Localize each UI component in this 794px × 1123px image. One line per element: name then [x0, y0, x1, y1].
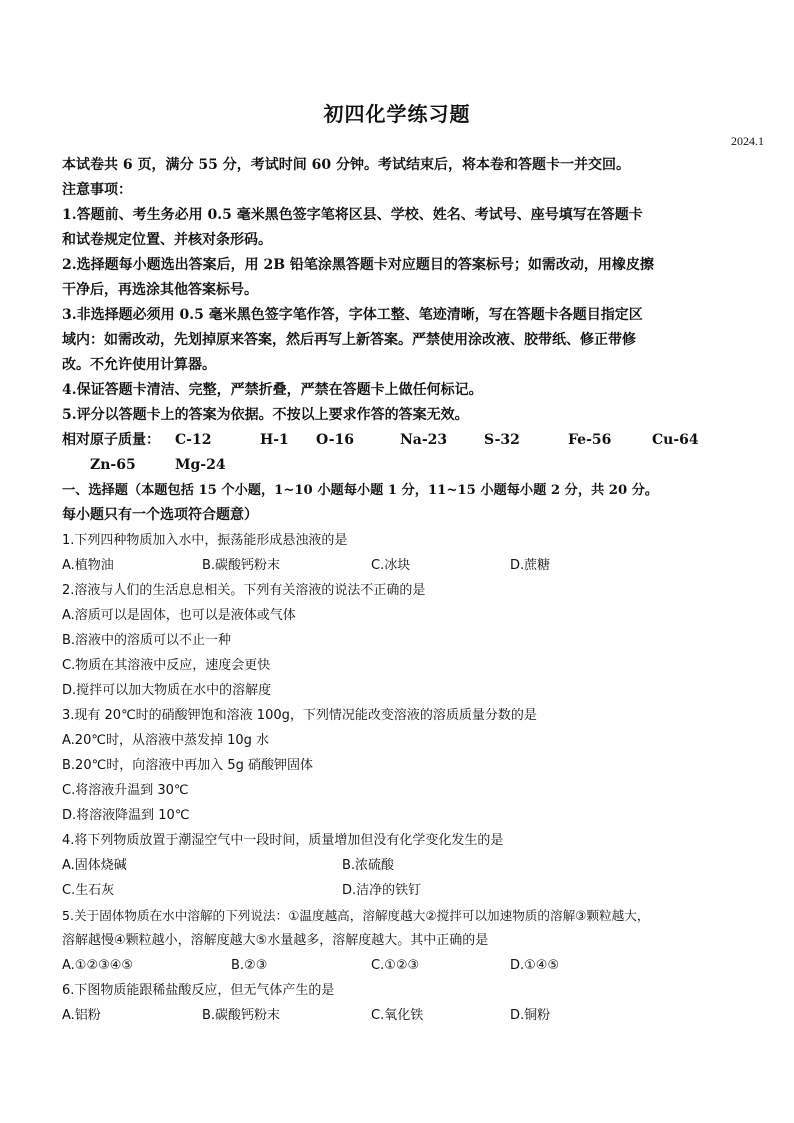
atomic-mass-item: Zn-65 — [90, 457, 136, 473]
atomic-mass-row — [62, 428, 732, 453]
note-line: 改。不允许使用计算器。 — [62, 357, 216, 373]
option: C.冰块 — [371, 558, 411, 573]
option: C.将溶液升温到 30℃ — [62, 783, 189, 798]
option: C.生石灰 — [62, 883, 115, 898]
question-stem: 3.现有 20℃时的硝酸钾饱和溶液 100g，下列情况能改变溶液的溶质质量分数的是 — [62, 708, 537, 723]
question-stem: 溶解越慢④颗粒越小，溶解度越大⑤水量越多，溶解度越大。其中正确的是 — [62, 933, 489, 948]
section-heading: 一、选择题（本题包括 15 个小题，1~10 小题每小题 1 分，11~15 小题每小题 2 分，共 20 分。 — [62, 483, 659, 498]
option: B.溶液中的溶质可以不止一种 — [62, 633, 232, 648]
atomic-mass-item: Cu-64 — [652, 432, 699, 448]
exam-content — [62, 153, 732, 1028]
options-row — [62, 953, 732, 978]
question-stem: 2.溶液与人们的生活息息相关。下列有关溶液的说法不正确的是 — [62, 583, 426, 598]
intro-text: 本试卷共 6 页，满分 55 分，考试时间 60 分钟。考试结束后，将本卷和答题卡一并交回。 — [62, 157, 630, 173]
option: D.①④⑤ — [510, 958, 560, 973]
option: C.氧化铁 — [371, 1008, 424, 1023]
note-line: 5.评分以答题卡上的答案为依据。不按以上要求作答的答案无效。 — [62, 407, 469, 423]
option: B.碳酸钙粉末 — [202, 558, 281, 573]
option: C.①②③ — [371, 958, 420, 973]
note-line: 1.答题前、考生务必用 0.5 毫米黑色签字笔将区县、学校、姓名、考试号、座号填写在答题卡 — [62, 207, 643, 223]
option: A.溶质可以是固体，也可以是液体或气体 — [62, 608, 296, 623]
options-row — [62, 553, 732, 578]
question-stem: 4.将下列物质放置于潮湿空气中一段时间，质量增加但没有化学变化发生的是 — [62, 833, 504, 848]
note-line: 4.保证答题卡清洁、完整，严禁折叠，严禁在答题卡上做任何标记。 — [62, 382, 483, 398]
option: D.铜粉 — [510, 1008, 551, 1023]
atomic-mass-item: Mg-24 — [175, 457, 226, 473]
atomic-mass-label: 相对原子质量： — [62, 432, 160, 448]
atomic-mass-item: C-12 — [175, 432, 212, 448]
atomic-mass-item: Na-23 — [400, 432, 448, 448]
note-line: 干净后，再选涂其他答案标号。 — [62, 282, 258, 298]
atomic-mass-row — [62, 453, 732, 478]
option: A.固体烧碱 — [62, 858, 127, 873]
section-heading: 每小题只有一个选项符合题意） — [62, 507, 258, 523]
options-row — [62, 878, 732, 903]
note-line: 域内：如需改动，先划掉原来答案，然后再写上新答案。严禁使用涂改液、胶带纸、修正带修 — [62, 332, 636, 348]
option: B.②③ — [231, 958, 268, 973]
note-line: 2.选择题每小题选出答案后，用 2B 铅笔涂黑答题卡对应题目的答案标号；如需改动，用橡皮擦 — [62, 257, 654, 273]
question-stem: 1.下列四种物质加入水中，振荡能形成悬浊液的是 — [62, 533, 348, 548]
question-stem: 6.下图物质能跟稀盐酸反应，但无气体产生的是 — [62, 983, 335, 998]
atomic-mass-item: O-16 — [316, 432, 355, 448]
option: D.将溶液降温到 10℃ — [62, 808, 190, 823]
atomic-mass-item: S-32 — [484, 432, 520, 448]
option: A.铝粉 — [62, 1008, 101, 1023]
question-stem: 5.关于固体物质在水中溶解的下列说法：①温度越高，溶解度越大②搅拌可以加速物质的溶解③颗粒越大， — [62, 908, 650, 923]
atomic-mass-item: Fe-56 — [568, 432, 612, 448]
option: D.搅拌可以加大物质在水中的溶解度 — [62, 683, 272, 698]
notes-heading: 注意事项： — [62, 182, 132, 198]
atomic-mass-item: H-1 — [260, 432, 289, 448]
option: A.植物油 — [62, 558, 114, 573]
option: B.浓硫酸 — [342, 858, 395, 873]
options-row — [62, 1003, 732, 1028]
option: D.蔗糖 — [510, 558, 551, 573]
note-line: 3.非选择题必须用 0.5 毫米黑色签字笔作答，字体工整、笔迹清晰，写在答题卡各题目指定区 — [62, 307, 643, 323]
options-row — [62, 853, 732, 878]
option: B.20℃时，向溶液中再加入 5g 硝酸钾固体 — [62, 758, 313, 773]
note-line: 和试卷规定位置、并核对条形码。 — [62, 232, 272, 248]
option: C.物质在其溶液中反应，速度会更快 — [62, 658, 271, 673]
exam-date: 2024.1 — [731, 134, 764, 148]
option: B.碳酸钙粉末 — [202, 1008, 281, 1023]
option: D.洁净的铁钉 — [342, 883, 422, 898]
option: A.20℃时，从溶液中蒸发掉 10g 水 — [62, 733, 269, 748]
option: A.①②③④⑤ — [62, 958, 134, 973]
page-title: 初四化学练习题 — [323, 102, 471, 126]
